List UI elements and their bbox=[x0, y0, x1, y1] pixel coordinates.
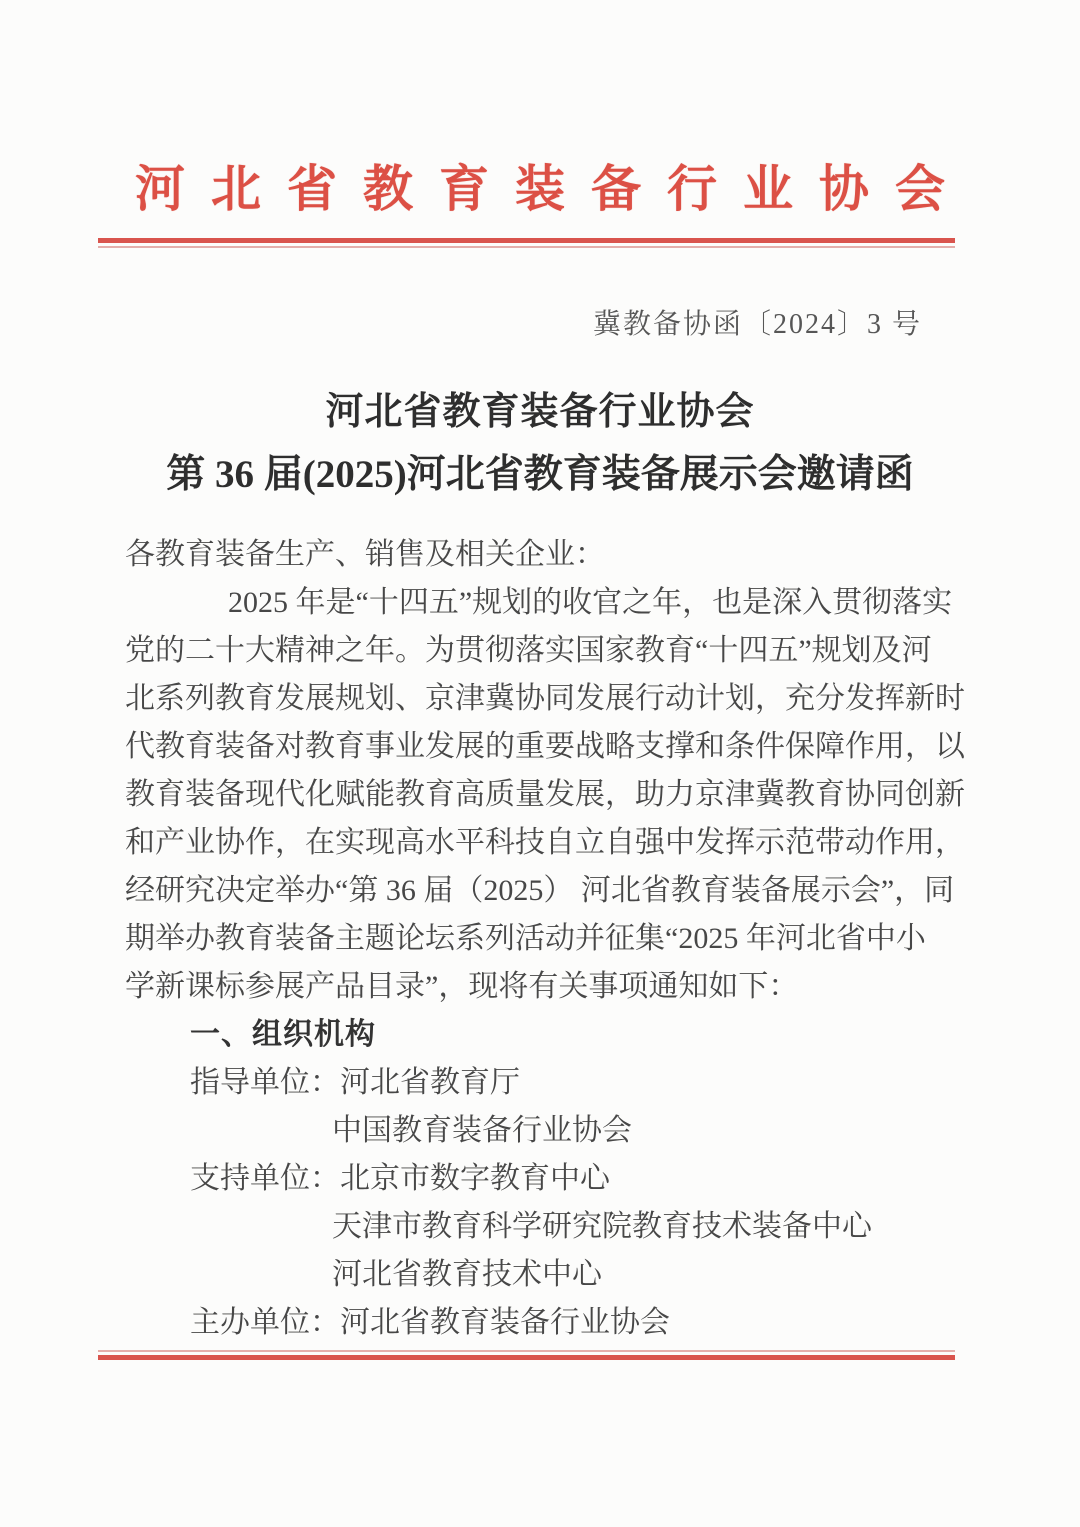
paragraph-line: 2025 年是“十四五”规划的收官之年，也是深入贯彻落实 bbox=[228, 586, 953, 619]
org-entry-label: 主办单位： bbox=[190, 1306, 340, 1339]
org-entry-value: 河北省教育装备行业协会 bbox=[340, 1306, 670, 1339]
letterhead-divider-thin-line bbox=[98, 246, 955, 248]
org-entry-continuation: 中国教育装备行业协会 bbox=[332, 1114, 632, 1147]
paragraph-line: 和产业协作，在实现高水平科技自立自强中发挥示范带动作用， bbox=[125, 826, 965, 859]
footer-divider-thick-line bbox=[98, 1355, 955, 1360]
footer-divider bbox=[98, 1350, 955, 1360]
org-entry-continuation: 天津市教育科学研究院教育技术装备中心 bbox=[332, 1210, 872, 1243]
document-title-line2: 第 36 届(2025)河北省教育装备展示会邀请函 bbox=[166, 453, 914, 496]
org-entry-support-unit bbox=[125, 1155, 960, 1203]
org-entry-value: 河北省教育厅 bbox=[340, 1066, 520, 1099]
paragraph-line: 教育装备现代化赋能教育高质量发展，助力京津冀教育协同创新 bbox=[125, 778, 965, 811]
letterhead-divider bbox=[98, 238, 955, 248]
paragraph-line: 党的二十大精神之年。为贯彻落实国家教育“十四五”规划及河 bbox=[125, 634, 932, 667]
org-entry-continuation: 河北省教育技术中心 bbox=[332, 1258, 602, 1291]
org-entry-guidance-unit bbox=[125, 1059, 960, 1107]
paragraph-line: 经研究决定举办“第 36 届（2025） 河北省教育装备展示会”，同 bbox=[125, 874, 955, 907]
letter-body bbox=[125, 531, 965, 1347]
document-number: 冀教备协函〔2024〕3 号 bbox=[592, 309, 922, 340]
document-title-line1: 河北省教育装备行业协会 bbox=[325, 391, 755, 433]
section-heading-organization: 一、组织机构 bbox=[190, 1018, 376, 1051]
org-entry-label: 指导单位： bbox=[190, 1066, 340, 1099]
salutation: 各教育装备生产、销售及相关企业： bbox=[125, 538, 605, 571]
org-entry-label: 支持单位： bbox=[190, 1162, 340, 1195]
paragraph-line: 代教育装备对教育事业发展的重要战略支撑和条件保障作用，以 bbox=[125, 730, 965, 763]
paragraph-line: 北系列教育发展规划、京津冀协同发展行动计划，充分发挥新时 bbox=[125, 682, 965, 715]
letterhead-org-name: 河北省教育装备行业协会 bbox=[135, 161, 971, 217]
org-entry-host-unit bbox=[125, 1299, 960, 1347]
paragraph-line: 学新课标参展产品目录”，现将有关事项通知如下： bbox=[125, 970, 799, 1003]
paragraph-line: 期举办教育装备主题论坛系列活动并征集“2025 年河北省中小 bbox=[125, 922, 926, 955]
org-entry-value: 北京市数字教育中心 bbox=[340, 1162, 610, 1195]
